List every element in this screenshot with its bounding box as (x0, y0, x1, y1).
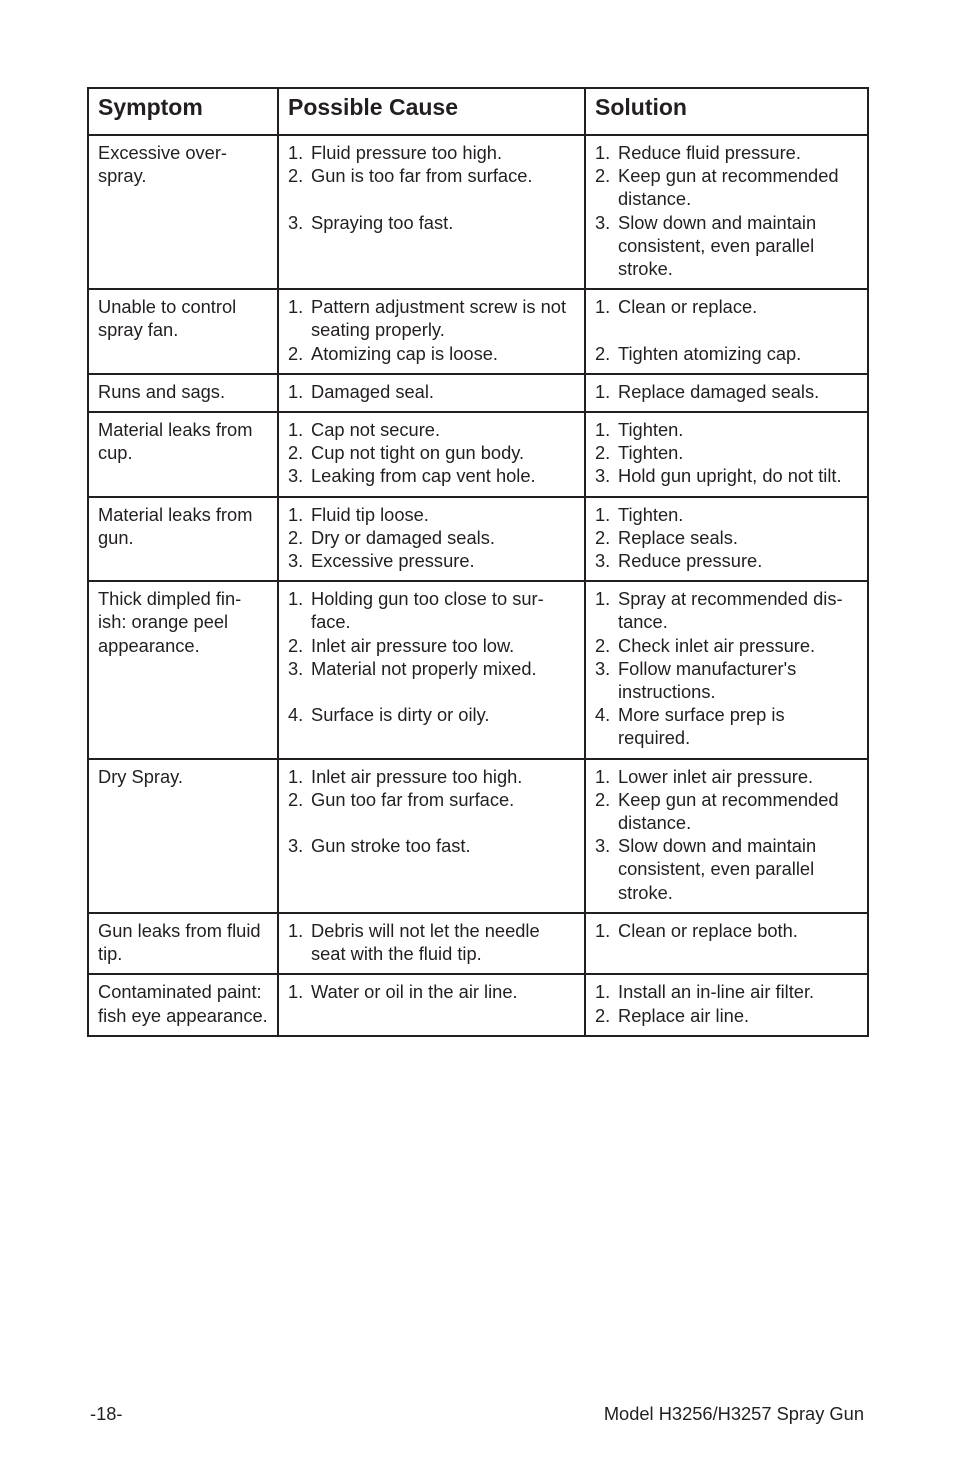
solution-list-item (595, 1004, 859, 1027)
solution-list-item (595, 765, 859, 788)
list-number: 3. (595, 835, 611, 857)
solution-text: Follow manufacturer's instructions. (618, 657, 797, 703)
list-number: 3. (288, 465, 304, 487)
cause-list-item (288, 765, 576, 788)
cause-cell (278, 759, 585, 913)
list-number: 1. (288, 380, 304, 402)
cause-list-item (288, 834, 576, 857)
cause-text: Gun too far from surface. (311, 788, 515, 810)
cause-list-item (288, 211, 576, 234)
solution-text: Check inlet air pressure. (618, 634, 816, 656)
cause-list-item (288, 657, 576, 680)
cause-list-item (288, 418, 576, 441)
solution-text: Clean or replace. (618, 296, 758, 318)
list-number: 2. (288, 788, 304, 810)
cause-list-item (288, 441, 576, 464)
cause-cell (278, 135, 585, 289)
symptom-cell: Runs and sags. (88, 374, 278, 412)
symptom-cell: Excessive over-spray. (88, 135, 278, 289)
symptom-cell: Material leaks from cup. (88, 412, 278, 497)
list-number: 3. (288, 835, 304, 857)
list-number: 1. (288, 919, 304, 941)
list-number: 3. (595, 550, 611, 572)
solution-text: Tighten. (618, 503, 684, 525)
list-number: 2. (288, 165, 304, 187)
list-number: 1. (595, 765, 611, 787)
list-number: 1. (595, 380, 611, 402)
list-number: 1. (595, 296, 611, 318)
list-number: 3. (595, 465, 611, 487)
solution-text: Slow down and maintain consistent, even parallel stroke. (618, 835, 817, 903)
table-row (88, 289, 868, 374)
solution-list-item (595, 634, 859, 657)
column-header-symptom: Symptom (88, 88, 278, 135)
cause-text: Material not properly mixed. (311, 657, 537, 679)
solution-list-item (595, 141, 859, 164)
solution-list-item (595, 441, 859, 464)
symptom-cell: Gun leaks from fluid tip. (88, 913, 278, 974)
list-number: 3. (595, 657, 611, 679)
cause-cell (278, 974, 585, 1035)
list-number: 1. (288, 981, 304, 1003)
list-number: 2. (595, 788, 611, 810)
solution-list-item (595, 418, 859, 441)
solution-text: Install an in-line air filter. (618, 981, 815, 1003)
list-number: 1. (288, 296, 304, 318)
list-number: 2. (595, 342, 611, 364)
solution-text: Lower inlet air pressure. (618, 765, 814, 787)
cause-text: Pattern adjustment screw is not seating properly. (311, 296, 567, 341)
table-row (88, 974, 868, 1035)
list-number: 2. (595, 442, 611, 464)
table-row (88, 497, 868, 582)
symptom-cell: Thick dimpled fin-ish: orange peel appearance. (88, 581, 278, 758)
list-number: 2. (288, 442, 304, 464)
symptom-cell: Material leaks from gun. (88, 497, 278, 582)
cause-list-item (288, 164, 576, 187)
troubleshooting-table (87, 87, 869, 1037)
list-number: 3. (288, 657, 304, 679)
cause-list-item (288, 587, 576, 633)
cause-text: Holding gun too close to sur-face. (311, 588, 544, 633)
solution-cell (585, 581, 868, 758)
cause-text: Fluid tip loose. (311, 503, 429, 525)
table-row (88, 374, 868, 412)
table-body (88, 135, 868, 1036)
cause-list-item (288, 526, 576, 549)
solution-text: Keep gun at recommended distance. (618, 165, 839, 210)
table-row (88, 135, 868, 289)
list-number: 2. (288, 634, 304, 656)
cause-text: Debris will not let the needle seat with the fluid tip. (311, 919, 540, 965)
solution-text: Tighten. (618, 419, 684, 441)
cause-list-item (288, 703, 576, 726)
solution-list-item (595, 788, 859, 834)
cause-text: Surface is dirty or oily. (311, 704, 490, 726)
cause-list-item (288, 788, 576, 811)
list-number: 1. (288, 765, 304, 787)
solution-list-item (595, 703, 859, 749)
list-number: 1. (288, 419, 304, 441)
cause-list-item (288, 380, 576, 403)
cause-text: Inlet air pressure too high. (311, 765, 523, 787)
cause-list-item (288, 980, 576, 1003)
solution-cell (585, 913, 868, 974)
list-number: 1. (595, 981, 611, 1003)
list-number: 2. (595, 634, 611, 656)
cause-text: Damaged seal. (311, 380, 434, 402)
list-number: 3. (595, 211, 611, 233)
symptom-cell: Contaminated paint: fish eye appearance. (88, 974, 278, 1035)
solution-list-item (595, 919, 859, 942)
list-number: 1. (595, 588, 611, 610)
list-number: 1. (288, 503, 304, 525)
page-number: -18- (90, 1403, 123, 1424)
solution-text: Reduce pressure. (618, 550, 763, 572)
symptom-cell: Unable to control spray fan. (88, 289, 278, 374)
column-header-solution: Solution (585, 88, 868, 135)
list-number: 1. (288, 142, 304, 163)
solution-text: Replace seals. (618, 526, 738, 548)
solution-text: Tighten atomizing cap. (618, 342, 802, 364)
cause-list-item (288, 634, 576, 657)
cause-text: Spraying too fast. (311, 211, 454, 233)
cause-list-item (288, 141, 576, 164)
cause-cell (278, 581, 585, 758)
solution-text: Replace damaged seals. (618, 380, 820, 402)
cause-text: Excessive pressure. (311, 550, 475, 572)
cause-list-item (288, 503, 576, 526)
cause-text: Cap not secure. (311, 419, 441, 441)
solution-text: Spray at recommended dis-tance. (618, 588, 843, 633)
list-number: 4. (288, 704, 304, 726)
list-number: 1. (595, 419, 611, 441)
cause-cell (278, 289, 585, 374)
solution-list-item (595, 464, 859, 487)
cause-text: Fluid pressure too high. (311, 142, 503, 163)
column-header-possible-cause: Possible Cause (278, 88, 585, 135)
solution-cell (585, 497, 868, 582)
solution-text: Reduce fluid pressure. (618, 142, 801, 163)
cause-text: Atomizing cap is loose. (311, 342, 498, 364)
list-number: 1. (288, 588, 304, 610)
cause-text: Gun stroke too fast. (311, 835, 471, 857)
solution-list-item (595, 587, 859, 633)
symptom-cell: Dry Spray. (88, 759, 278, 913)
solution-text: Tighten. (618, 442, 684, 464)
list-number: 3. (288, 211, 304, 233)
list-number: 1. (595, 503, 611, 525)
solution-text: More surface prep is required. (618, 704, 785, 749)
cause-text: Dry or damaged seals. (311, 526, 495, 548)
solution-cell (585, 412, 868, 497)
cause-text: Inlet air pressure too low. (311, 634, 515, 656)
cause-text: Gun is too far from surface. (311, 165, 533, 187)
list-number: 4. (595, 704, 611, 726)
cause-cell (278, 412, 585, 497)
solution-text: Clean or replace both. (618, 919, 798, 941)
list-number: 1. (595, 142, 611, 163)
solution-list-item (595, 164, 859, 210)
solution-list-item (595, 342, 859, 365)
solution-cell (585, 135, 868, 289)
solution-list-item (595, 980, 859, 1003)
solution-list-item (595, 211, 859, 281)
table-header-row (88, 88, 868, 135)
cause-text: Leaking from cap vent hole. (311, 465, 536, 487)
solution-list-item (595, 295, 859, 318)
solution-text: Hold gun upright, do not tilt. (618, 465, 842, 487)
cause-list-item (288, 549, 576, 572)
table-row (88, 759, 868, 913)
cause-cell (278, 913, 585, 974)
list-number: 2. (595, 1004, 611, 1026)
solution-text: Slow down and maintain consistent, even parallel stroke. (618, 211, 817, 280)
cause-list-item (288, 342, 576, 365)
solution-cell (585, 374, 868, 412)
solution-list-item (595, 503, 859, 526)
list-number: 2. (288, 526, 304, 548)
cause-cell (278, 497, 585, 582)
list-number: 1. (595, 919, 611, 941)
solution-list-item (595, 380, 859, 403)
list-number: 2. (288, 342, 304, 364)
list-number: 2. (595, 526, 611, 548)
cause-cell (278, 374, 585, 412)
cause-text: Cup not tight on gun body. (311, 442, 525, 464)
cause-list-item (288, 295, 576, 341)
solution-list-item (595, 526, 859, 549)
cause-list-item (288, 464, 576, 487)
table-row (88, 412, 868, 497)
solution-list-item (595, 549, 859, 572)
table-row (88, 913, 868, 974)
solution-text: Keep gun at recommended distance. (618, 788, 839, 834)
solution-text: Replace air line. (618, 1004, 750, 1026)
table-row (88, 581, 868, 758)
solution-cell (585, 974, 868, 1035)
model-name: Model H3256/H3257 Spray Gun (603, 1403, 864, 1424)
solution-list-item (595, 657, 859, 703)
solution-list-item (595, 834, 859, 904)
solution-cell (585, 759, 868, 913)
cause-text: Water or oil in the air line. (311, 981, 518, 1003)
cause-list-item (288, 919, 576, 965)
solution-cell (585, 289, 868, 374)
list-number: 2. (595, 165, 611, 187)
list-number: 3. (288, 550, 304, 572)
